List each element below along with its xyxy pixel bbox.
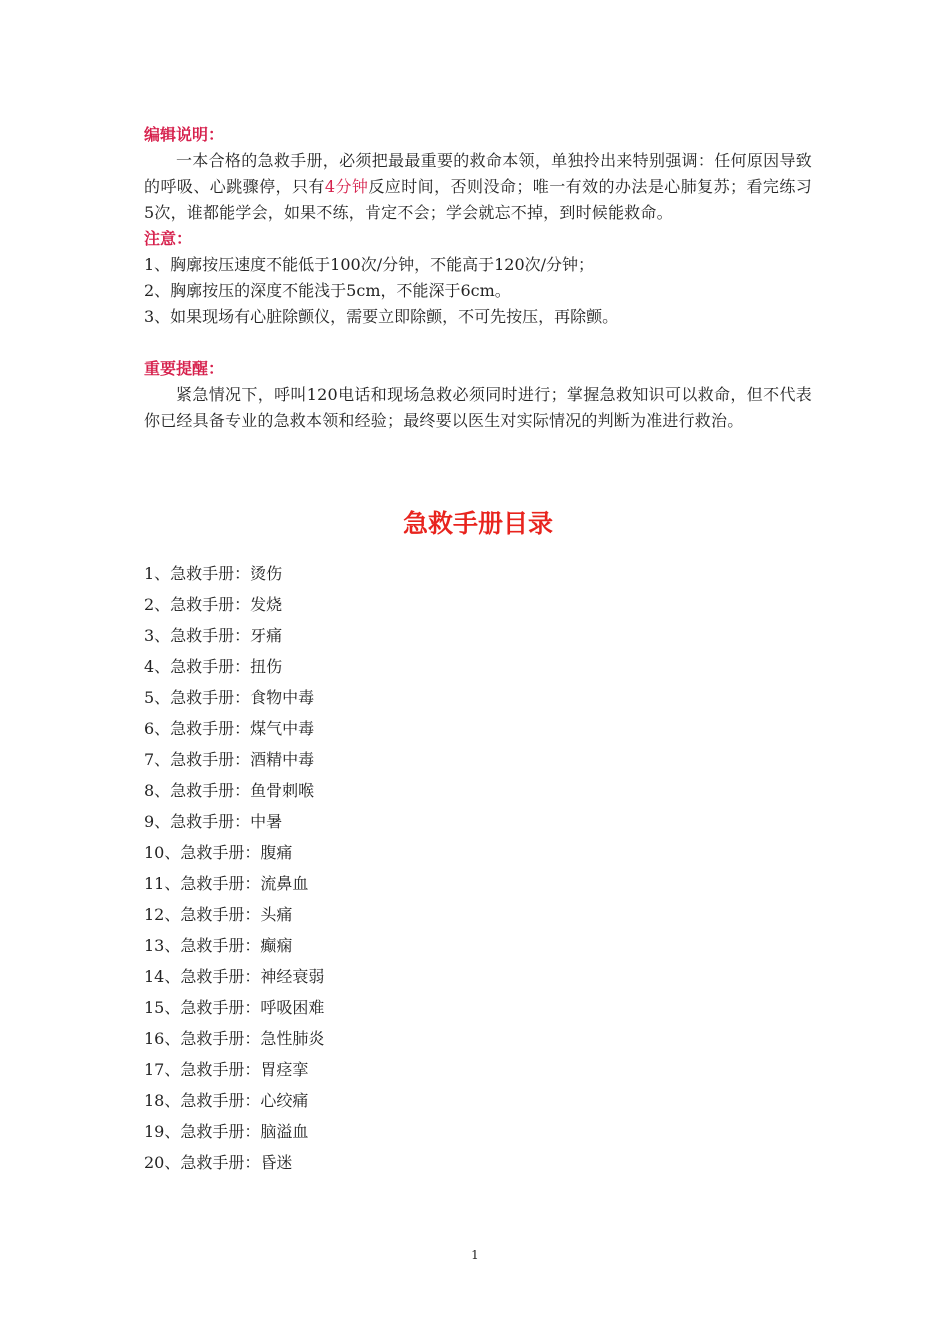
section-spacer xyxy=(144,330,812,356)
toc-item[interactable]: 14、急救手册：神经衰弱 xyxy=(144,967,325,986)
toc-item[interactable]: 1、急救手册：烫伤 xyxy=(144,564,283,583)
toc-list xyxy=(144,558,812,1178)
toc-item[interactable]: 9、急救手册：中暑 xyxy=(144,812,283,831)
attention-heading: 注意： xyxy=(144,229,193,248)
toc-item[interactable]: 19、急救手册：脑溢血 xyxy=(144,1122,309,1141)
toc-item[interactable]: 12、急救手册：头痛 xyxy=(144,905,293,924)
editor-note-text-before: 一本合格的急救手册，必须把最最重要的救命本领，单独拎出来特别强调：任何原因导致的呼吸、心跳骤停，只有 xyxy=(144,151,812,196)
attention-item: 1、胸廓按压速度不能低于100次/分钟，不能高于120次/分钟； xyxy=(144,255,595,274)
reminder-paragraph: 紧急情况下，呼叫120电话和现场急救必须同时进行；掌握急救知识可以救命，但不代表你已经具备专业的急救本领和经验；最终要以医生对实际情况的判断为准进行救治。 xyxy=(144,385,812,430)
toc-item[interactable]: 20、急救手册：昏迷 xyxy=(144,1153,293,1172)
toc-item[interactable]: 10、急救手册：腹痛 xyxy=(144,843,293,862)
toc-item[interactable]: 11、急救手册：流鼻血 xyxy=(144,874,309,893)
attention-item: 2、胸廓按压的深度不能浅于5cm，不能深于6cm。 xyxy=(144,281,511,300)
attention-item: 3、如果现场有心脏除颤仪，需要立即除颤，不可先按压，再除颤。 xyxy=(144,307,619,326)
toc-item[interactable]: 6、急救手册：煤气中毒 xyxy=(144,719,315,738)
toc-item[interactable]: 3、急救手册：牙痛 xyxy=(144,626,283,645)
toc-item[interactable]: 17、急救手册：胃痉挛 xyxy=(144,1060,309,1079)
editor-note-highlight: 4分钟 xyxy=(324,177,369,196)
toc-item[interactable]: 13、急救手册：癫痫 xyxy=(144,936,293,955)
page-number: 1 xyxy=(471,1248,479,1262)
editor-note-heading: 编辑说明： xyxy=(144,125,225,144)
toc-item[interactable]: 5、急救手册：食物中毒 xyxy=(144,688,315,707)
toc-item[interactable]: 8、急救手册：鱼骨刺喉 xyxy=(144,781,315,800)
editor-note-paragraph xyxy=(144,148,812,226)
toc-item[interactable]: 15、急救手册：呼吸困难 xyxy=(144,998,325,1017)
document-page xyxy=(144,122,812,1178)
toc-item[interactable]: 2、急救手册：发烧 xyxy=(144,595,283,614)
attention-list xyxy=(144,252,812,330)
toc-item[interactable]: 18、急救手册：心绞痛 xyxy=(144,1091,309,1110)
reminder-heading: 重要提醒： xyxy=(144,359,225,378)
toc-item[interactable]: 16、急救手册：急性肺炎 xyxy=(144,1029,325,1048)
toc-title: 急救手册目录 xyxy=(402,509,553,538)
editor-note-text-after: 反应时间，否则没命；唯一有效的办法是心肺复苏；看完练习5次，谁都能学会，如果不练，肯定不会；学会就忘不掉，到时候能救命。 xyxy=(144,177,813,222)
toc-item[interactable]: 7、急救手册：酒精中毒 xyxy=(144,750,315,769)
toc-item[interactable]: 4、急救手册：扭伤 xyxy=(144,657,283,676)
